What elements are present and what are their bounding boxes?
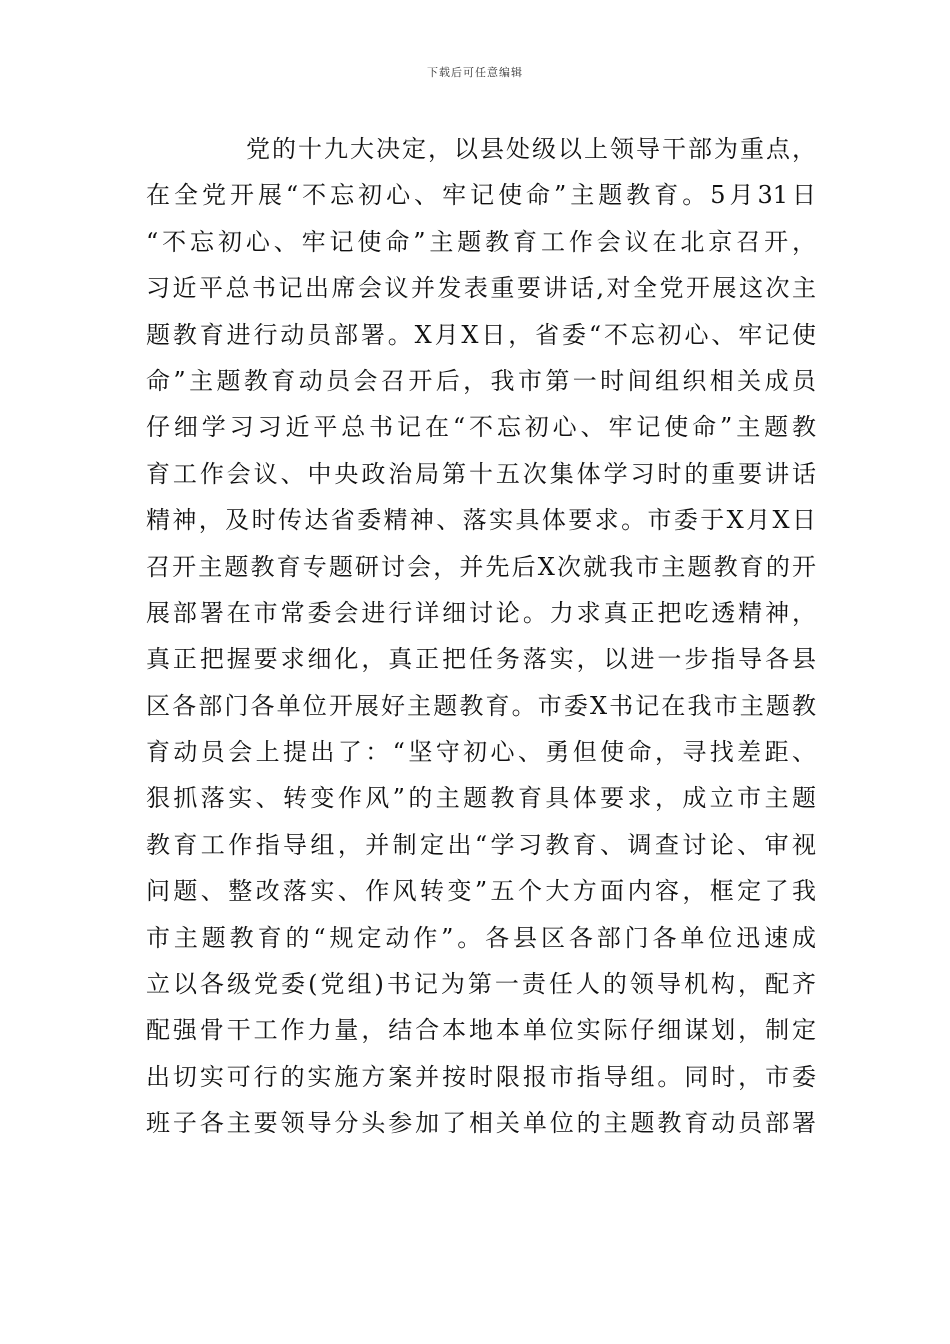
paragraph-line: 精神，及时传达省委精神、落实具体要求。市委于X月X日 <box>146 506 816 535</box>
page-header: 下载后可任意编辑 <box>427 66 523 79</box>
paragraph-line: 展部署在市常委会进行详细讨论。力求真正把吃透精神， <box>146 598 816 627</box>
paragraph-line: 区各部门各单位开展好主题教育。市委X书记在我市主题教 <box>146 691 816 720</box>
paragraph-line: 命”主题教育动员会召开后，我市第一时间组织相关成员 <box>146 366 816 395</box>
paragraph-line: 配强骨干工作力量，结合本地本单位实际仔细谋划，制定 <box>146 1016 816 1045</box>
paragraph-line: 召开主题教育专题研讨会，并先后X次就我市主题教育的开 <box>146 552 816 581</box>
paragraph-line: 仔细学习习近平总书记在“不忘初心、牢记使命”主题教 <box>146 413 816 442</box>
paragraph-line: 出切实可行的实施方案并按时限报市指导组。同时，市委 <box>146 1062 816 1091</box>
paragraph-line: 在全党开展“不忘初心、牢记使命”主题教育。5月31日 <box>146 181 816 210</box>
paragraph-line: 育工作会议、中央政治局第十五次集体学习时的重要讲话 <box>146 459 816 488</box>
paragraph-line: 党的十九大决定，以县处级以上领导干部为重点， <box>246 135 816 163</box>
paragraph-line: 立以各级党委(党组)书记为第一责任人的领导机构，配齐 <box>146 970 816 999</box>
paragraph-line: 班子各主要领导分头参加了相关单位的主题教育动员部署 <box>146 1109 816 1138</box>
paragraph-line: 习近平总书记出席会议并发表重要讲话,对全党开展这次主 <box>146 274 816 303</box>
paragraph-line: 市主题教育的“规定动作”。各县区各部门各单位迅速成 <box>146 923 816 952</box>
paragraph-line: 问题、整改落实、作风转变”五个大方面内容，框定了我 <box>146 877 816 906</box>
paragraph-line: 育动员会上提出了：“坚守初心、勇但使命，寻找差距、 <box>146 738 816 767</box>
paragraph-line: 题教育进行动员部署。X月X日，省委“不忘初心、牢记使 <box>146 320 816 349</box>
paragraph-line: 狠抓落实、转变作风”的主题教育具体要求，成立市主题 <box>146 784 816 813</box>
paragraph-line: 真正把握要求细化，真正把任务落实，以进一步指导各县 <box>146 645 816 674</box>
paragraph-line: “不忘初心、牢记使命”主题教育工作会议在北京召开， <box>146 227 816 256</box>
body-paragraph <box>146 126 816 1147</box>
paragraph-line: 教育工作指导组，并制定出“学习教育、调查讨论、审视 <box>146 830 816 859</box>
